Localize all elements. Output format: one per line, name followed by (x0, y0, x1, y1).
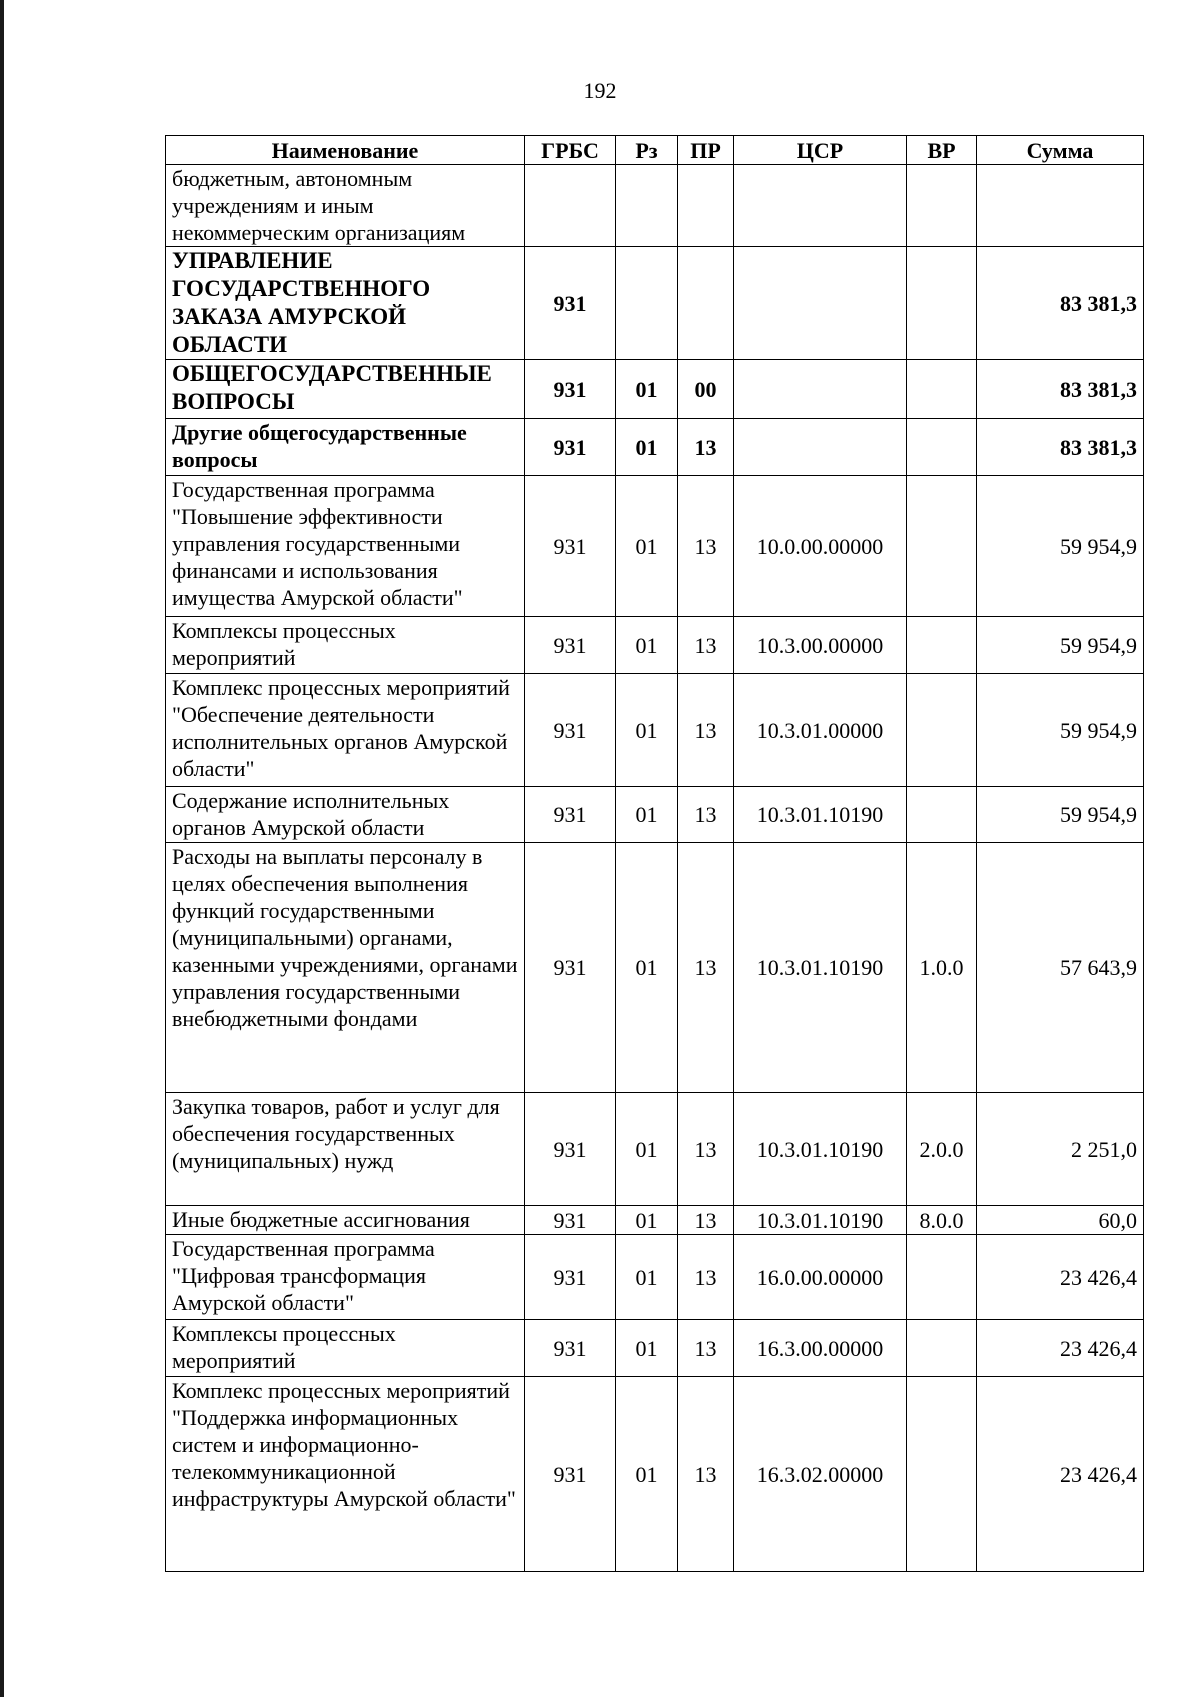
row-rz (616, 247, 678, 360)
row-name: Другие общегосударственные вопросы (166, 419, 525, 476)
row-csr: 10.3.01.10190 (734, 843, 907, 1093)
row-sum: 60,0 (977, 1206, 1144, 1235)
row-grbs: 931 (525, 617, 616, 674)
row-rz: 01 (616, 360, 678, 419)
row-vr: 1.0.0 (907, 843, 977, 1093)
row-name: Содержание исполнительных органов Амурской области (166, 787, 525, 843)
row-sum: 59 954,9 (977, 787, 1144, 843)
table-row (166, 360, 1144, 419)
row-rz: 01 (616, 843, 678, 1093)
table-row (166, 1093, 1144, 1206)
row-vr (907, 1320, 977, 1377)
row-sum: 59 954,9 (977, 476, 1144, 617)
table-row (166, 1377, 1144, 1572)
row-pr: 13 (678, 476, 734, 617)
row-name: Расходы на выплаты персоналу в целях обеспечения выполнения функций государственными (муниципальными) органами, казенными учреждениями, органами управления государственными внебюджетными фондами (166, 843, 525, 1093)
table-row (166, 1235, 1144, 1320)
header-sum: Сумма (977, 136, 1144, 165)
row-sum: 83 381,3 (977, 360, 1144, 419)
row-pr: 13 (678, 617, 734, 674)
row-pr: 13 (678, 1377, 734, 1572)
row-csr (734, 360, 907, 419)
header-rz: Рз (616, 136, 678, 165)
row-csr: 10.3.01.10190 (734, 1093, 907, 1206)
row-rz: 01 (616, 1235, 678, 1320)
table-row (166, 476, 1144, 617)
row-rz: 01 (616, 787, 678, 843)
row-name: Государственная программа "Цифровая трансформация Амурской области" (166, 1235, 525, 1320)
row-rz: 01 (616, 617, 678, 674)
row-pr: 13 (678, 419, 734, 476)
row-name: бюджетным, автономным учреждениям и иным некоммерческим организациям (166, 165, 525, 247)
row-grbs: 931 (525, 1320, 616, 1377)
row-vr (907, 1235, 977, 1320)
table-row (166, 1206, 1144, 1235)
row-rz: 01 (616, 476, 678, 617)
row-rz (616, 165, 678, 247)
header-row (166, 136, 1144, 165)
row-csr: 10.3.00.00000 (734, 617, 907, 674)
row-name: Иные бюджетные ассигнования (166, 1206, 525, 1235)
row-name: Комплекс процессных мероприятий "Поддержка информационных систем и информационно-телекоммуникационной инфраструктуры Амурской области" (166, 1377, 525, 1572)
row-name: Комплексы процессных мероприятий (166, 617, 525, 674)
header-grbs: ГРБС (525, 136, 616, 165)
row-vr (907, 674, 977, 787)
row-grbs: 931 (525, 360, 616, 419)
row-csr: 16.0.00.00000 (734, 1235, 907, 1320)
row-csr: 10.3.01.10190 (734, 787, 907, 843)
row-name: ОБЩЕГОСУДАРСТВЕННЫЕ ВОПРОСЫ (166, 360, 525, 419)
row-vr (907, 360, 977, 419)
row-rz: 01 (616, 419, 678, 476)
table-row (166, 1320, 1144, 1377)
row-csr: 10.0.00.00000 (734, 476, 907, 617)
row-vr (907, 419, 977, 476)
row-csr: 10.3.01.10190 (734, 1206, 907, 1235)
row-grbs: 931 (525, 674, 616, 787)
row-pr: 13 (678, 843, 734, 1093)
table-row (166, 787, 1144, 843)
row-sum: 23 426,4 (977, 1320, 1144, 1377)
row-sum: 57 643,9 (977, 843, 1144, 1093)
row-vr: 8.0.0 (907, 1206, 977, 1235)
row-grbs: 931 (525, 419, 616, 476)
row-rz: 01 (616, 1093, 678, 1206)
table-row (166, 419, 1144, 476)
row-name: Государственная программа "Повышение эффективности управления государственными финансами и использования имущества Амурской области" (166, 476, 525, 617)
row-grbs (525, 165, 616, 247)
header-pr: ПР (678, 136, 734, 165)
row-sum: 83 381,3 (977, 247, 1144, 360)
table-row (166, 617, 1144, 674)
row-pr: 00 (678, 360, 734, 419)
row-vr (907, 787, 977, 843)
row-vr (907, 476, 977, 617)
row-sum: 59 954,9 (977, 674, 1144, 787)
row-rz: 01 (616, 674, 678, 787)
row-name: Закупка товаров, работ и услуг для обеспечения государственных (муниципальных) нужд (166, 1093, 525, 1206)
row-vr (907, 617, 977, 674)
row-pr: 13 (678, 1206, 734, 1235)
budget-table (165, 135, 1144, 1572)
row-pr (678, 247, 734, 360)
header-csr: ЦСР (734, 136, 907, 165)
table-row (166, 247, 1144, 360)
row-sum: 2 251,0 (977, 1093, 1144, 1206)
row-grbs: 931 (525, 1206, 616, 1235)
row-name: УПРАВЛЕНИЕ ГОСУДАРСТВЕННОГО ЗАКАЗА АМУРСКОЙ ОБЛАСТИ (166, 247, 525, 360)
row-sum: 23 426,4 (977, 1235, 1144, 1320)
scan-edge (0, 0, 4, 1697)
row-vr (907, 1377, 977, 1572)
row-sum (977, 165, 1144, 247)
table-body (166, 165, 1144, 1572)
row-pr: 13 (678, 1235, 734, 1320)
header-name: Наименование (166, 136, 525, 165)
row-sum: 83 381,3 (977, 419, 1144, 476)
row-name: Комплексы процессных мероприятий (166, 1320, 525, 1377)
row-vr (907, 247, 977, 360)
row-pr: 13 (678, 1093, 734, 1206)
row-pr: 13 (678, 1320, 734, 1377)
table-header (166, 136, 1144, 165)
row-rz: 01 (616, 1377, 678, 1572)
row-rz: 01 (616, 1320, 678, 1377)
row-vr: 2.0.0 (907, 1093, 977, 1206)
header-vr: ВР (907, 136, 977, 165)
row-grbs: 931 (525, 247, 616, 360)
row-csr: 10.3.01.00000 (734, 674, 907, 787)
row-pr: 13 (678, 674, 734, 787)
row-csr (734, 247, 907, 360)
row-csr (734, 419, 907, 476)
row-grbs: 931 (525, 843, 616, 1093)
row-rz: 01 (616, 1206, 678, 1235)
row-vr (907, 165, 977, 247)
row-sum: 59 954,9 (977, 617, 1144, 674)
row-grbs: 931 (525, 787, 616, 843)
row-csr: 16.3.00.00000 (734, 1320, 907, 1377)
row-grbs: 931 (525, 1235, 616, 1320)
row-csr: 16.3.02.00000 (734, 1377, 907, 1572)
table-row (166, 843, 1144, 1093)
row-pr: 13 (678, 787, 734, 843)
row-pr (678, 165, 734, 247)
row-name: Комплекс процессных мероприятий "Обеспечение деятельности исполнительных органов Амурской области" (166, 674, 525, 787)
row-grbs: 931 (525, 1377, 616, 1572)
table-row (166, 165, 1144, 247)
row-grbs: 931 (525, 476, 616, 617)
row-csr (734, 165, 907, 247)
row-sum: 23 426,4 (977, 1377, 1144, 1572)
row-grbs: 931 (525, 1093, 616, 1206)
table-row (166, 674, 1144, 787)
page-number: 192 (583, 78, 617, 103)
